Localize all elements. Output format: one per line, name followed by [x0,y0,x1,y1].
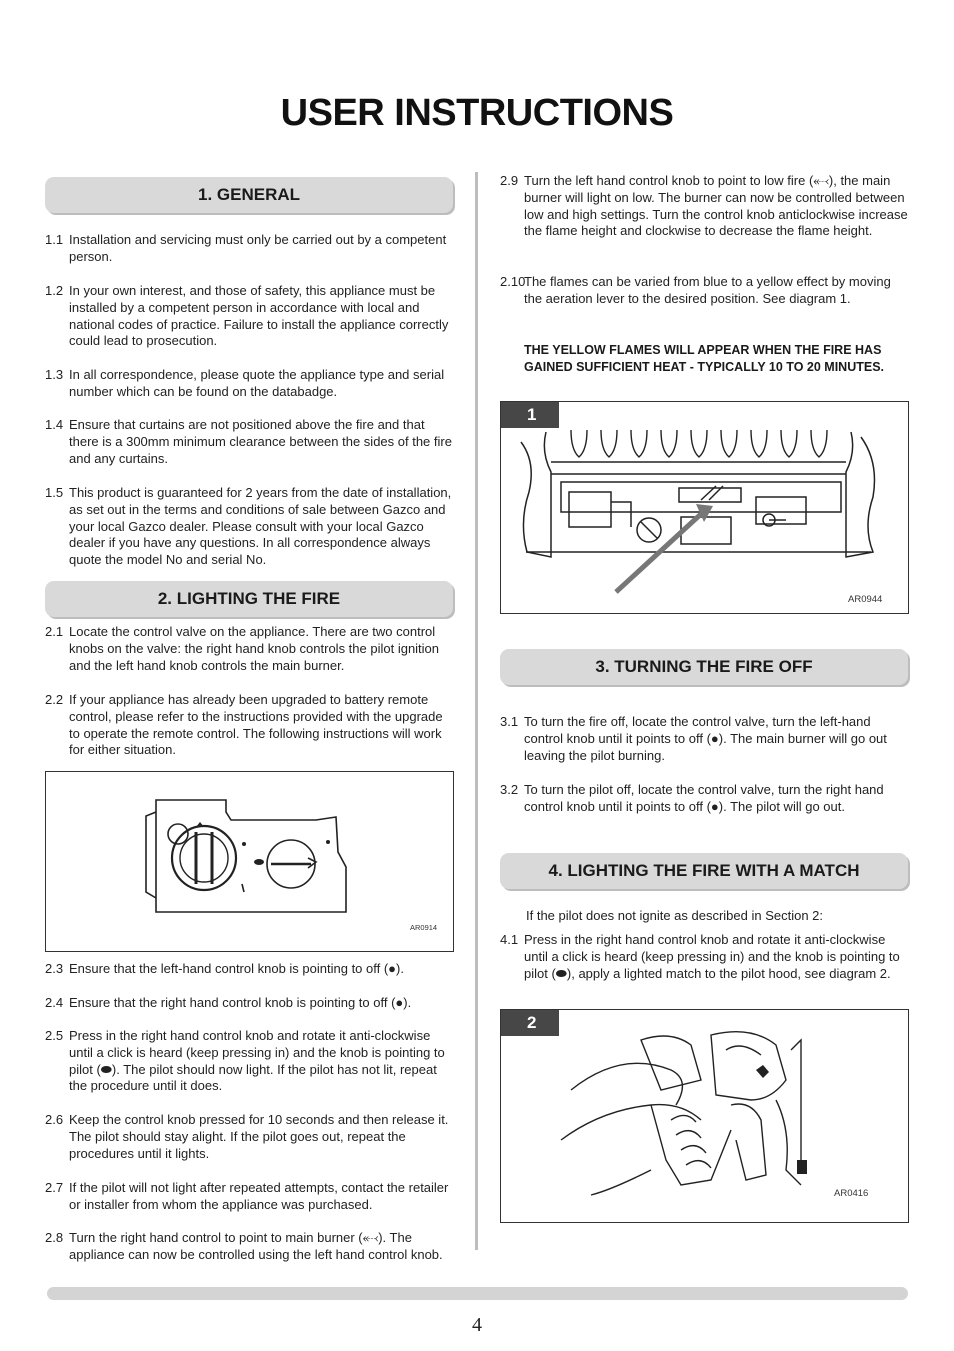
paragraph-2-5: 2.5 Press in the right hand control knob and rotate it anti-clockwise until a click is heard (keep pressing in) and the knob is pointing to pilot (⬬). The pilot should now light. If the pilot has not lit, repeat the procedure until it does. [45,1028,445,1094]
paragraph-1-5: 1.5 This product is guaranteed for 2 years from the date of installation, as set out in the terms and conditions of sale between Gazco and your local Gazco dealer. Please consult with your local Gazco dealer if you have any questions. In all correspondence always quote the model No and serial No. [45,485,452,568]
paragraph-2-6: 2.6 Keep the control knob pressed for 10 seconds and then release it. The pilot should stay alight. If the pilot goes out, repeat the procedures until it lights. [45,1112,449,1161]
paragraph-1-3: 1.3 In all correspondence, please quote the appliance type and serial number which can be found on the databadge. [45,367,445,399]
section-heading-lighting: 2. LIGHTING THE FIRE [45,581,453,617]
paragraph-2-3: 2.3 Ensure that the left-hand control knob is pointing to off (●). [45,961,404,976]
paragraph-2-7: 2.7 If the pilot will not light after repeated attempts, contact the retailer or installer from whom the appliance was purchased. [45,1180,449,1212]
footer-bar [47,1287,908,1300]
page-number: 4 [472,1314,482,1336]
page-title: USER INSTRUCTIONS [280,92,674,134]
match-intro: If the pilot does not ignite as described in Section 2: [526,908,824,923]
fireplace-burner-illustration [501,402,908,613]
figure-code-valve: AR0914 [410,923,438,932]
diagram-1 [500,401,909,614]
section-heading-turning-off: 3. TURNING THE FIRE OFF [500,649,908,685]
paragraph-2-2: 2.2 If your appliance has already been upgraded to battery remote control, please refer to the instructions provided with the upgrade to operate the remote control. The following instructions will work for either situation. [45,692,443,758]
column-divider [475,172,478,1250]
paragraph-1-1: 1.1 Installation and servicing must only be carried out by a competent person. [45,232,447,264]
paragraph-4-1: 4.1 Press in the right hand control knob and rotate it anti-clockwise until a click is heard (keep pressing in) and the knob is pointing to pilot (⬬), apply a lighted match to the pilot hood, see diagram 2. [500,932,900,981]
diagram-2-number: 2 [501,1010,559,1036]
section-heading-match: 4. LIGHTING THE FIRE WITH A MATCH [500,853,908,889]
control-valve-illustration [46,772,453,951]
yellow-flames-note: THE YELLOW FLAMES WILL APPEAR WHEN THE FIRE HAS GAINED SUFFICIENT HEAT - TYPICALLY 10 TO 20 MINUTES. [524,343,885,374]
diagram-1-code: AR0944 [848,594,883,605]
paragraph-1-4: 1.4 Ensure that curtains are not positioned above the fire and that there is a 300mm minimum clearance between the sides of the fire and any curtains. [45,417,452,466]
control-valve-diagram [45,771,454,952]
paragraph-2-10: 2.10 The flames can be varied from blue to a yellow effect by moving the aeration lever to the desired position. See diagram 1. [500,274,891,306]
paragraph-2-8: 2.8 Turn the right hand control to point to main burner (⬷). The appliance can now be controlled using the left hand control knob. [45,1230,443,1262]
paragraph-3-2: 3.2 To turn the pilot off, locate the control valve, turn the right hand control knob until it points to off (●). The pilot will go out. [500,782,884,814]
paragraph-2-4: 2.4 Ensure that the right hand control knob is pointing to off (●). [45,995,412,1010]
section-heading-general: 1. GENERAL [45,177,453,213]
paragraph-2-1: 2.1 Locate the control valve on the appliance. There are two control knobs on the valve: the right hand knob controls the pilot ignition and the left hand knob controls the main burner. [45,624,440,673]
diagram-2 [500,1009,909,1223]
diagram-1-number: 1 [501,402,559,428]
diagram-2-code: AR0416 [834,1188,869,1199]
paragraph-2-9: 2.9 Turn the left hand control knob to point to low fire (⬷), the main burner will light on low. The burner can now be controlled between low and high settings. Turn the control knob anticlockwise increase the flame height and clockwise to decrease the flame height. [500,173,908,239]
paragraph-1-2: 1.2 In your own interest, and those of safety, this appliance must be installed by a competent person in accordance with local and national codes of practice. Failure to install the appliance correctly could lead to prosecution. [45,283,449,349]
paragraph-3-1: 3.1 To turn the fire off, locate the control valve, turn the left-hand control knob until it points to off (●). The main burner will go out leaving the pilot burning. [500,714,887,763]
